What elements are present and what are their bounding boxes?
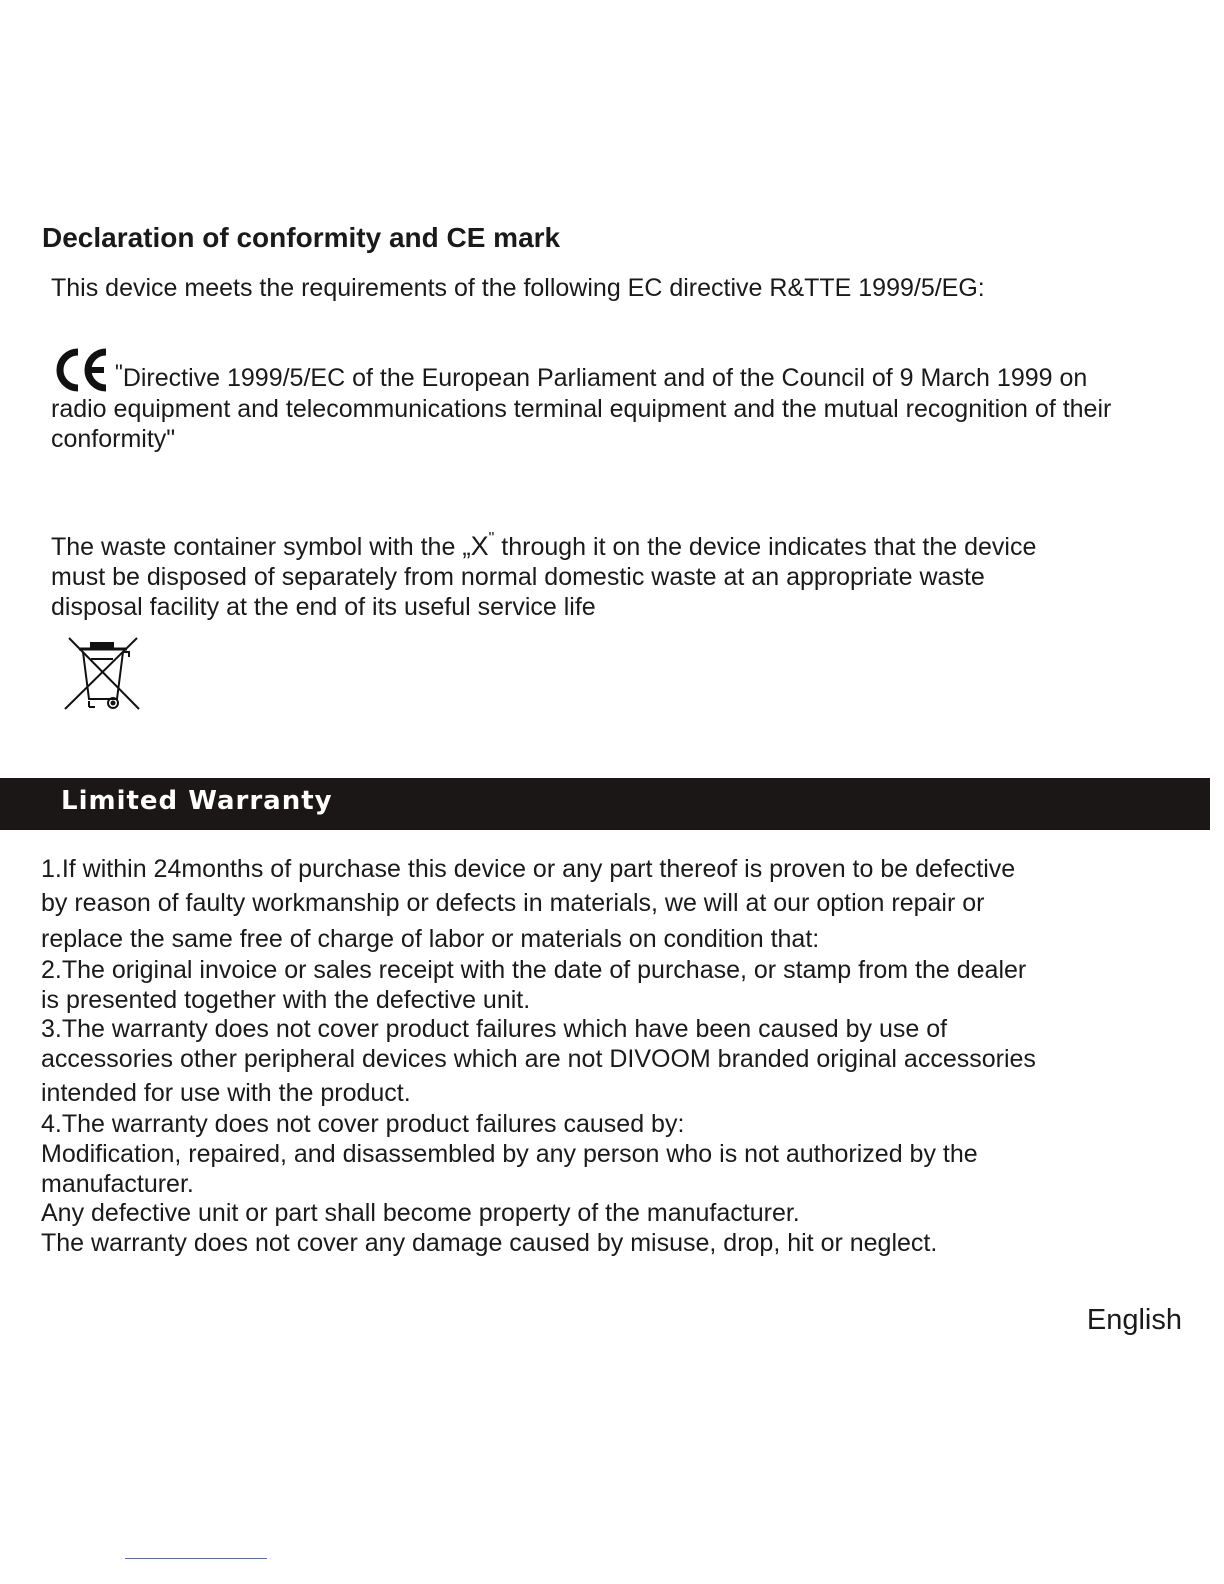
ce-directive-paragraph bbox=[51, 346, 1121, 454]
warranty-section-bar bbox=[0, 778, 1210, 830]
warranty-line: is presented together with the defective unit. bbox=[41, 986, 531, 1014]
waste-line-1-end: through it on the device indicates that the device bbox=[494, 533, 1037, 561]
declaration-heading: Declaration of conformity and CE mark bbox=[42, 222, 561, 253]
waste-paragraph bbox=[51, 524, 1131, 622]
language-label: English bbox=[1086, 1304, 1182, 1336]
waste-quote-open: „ bbox=[462, 533, 471, 561]
warranty-line: The warranty does not cover any damage caused by misuse, drop, hit or neglect. bbox=[41, 1229, 938, 1257]
waste-quote-close: " bbox=[488, 530, 495, 547]
warranty-line: intended for use with the product. bbox=[41, 1079, 411, 1107]
warranty-line: by reason of faulty workmanship or defects in materials, we will at our option repair or bbox=[41, 889, 985, 917]
ce-mark-icon bbox=[51, 346, 113, 394]
declaration-intro: This device meets the requirements of the following EC directive R&TTE 1999/5/EG: bbox=[51, 274, 985, 302]
waste-line-2: must be disposed of separately from normal domestic waste at an appropriate waste bbox=[51, 563, 985, 591]
warranty-line: Modification, repaired, and disassembled by any person who is not authorized by the bbox=[41, 1140, 978, 1168]
footer-divider bbox=[125, 1558, 267, 1559]
ce-directive-text: Directive 1999/5/EC of the European Parliament and of the Council of 9 March 1999 on radio equipment and telecommunications terminal equipment and the mutual recognition of their conformity" bbox=[51, 364, 1112, 453]
waste-line-3: disposal facility at the end of its useful service life bbox=[51, 593, 596, 621]
warranty-line: 3.The warranty does not cover product failures which have been caused by use of bbox=[41, 1015, 948, 1043]
warranty-line: Any defective unit or part shall become property of the manufacturer. bbox=[41, 1199, 800, 1227]
waste-line-1 bbox=[51, 524, 1131, 562]
warranty-line: accessories other peripheral devices which are not DIVOOM branded original accessories bbox=[41, 1045, 1036, 1073]
crossed-out-wheelie-bin-icon bbox=[63, 635, 143, 713]
waste-line-1-start: The waste container symbol with the bbox=[51, 533, 463, 561]
warranty-line: 4.The warranty does not cover product failures caused by: bbox=[41, 1110, 685, 1138]
warranty-line: replace the same free of charge of labor or materials on condition that: bbox=[41, 925, 820, 953]
waste-x-letter: X bbox=[470, 531, 489, 561]
warranty-line: 2.The original invoice or sales receipt with the date of purchase, or stamp from the dealer bbox=[41, 956, 1027, 984]
warranty-title: Limited Warranty bbox=[61, 786, 333, 816]
ce-open-quote: " bbox=[115, 360, 123, 385]
warranty-line: 1.If within 24months of purchase this device or any part thereof is proven to be defective bbox=[41, 855, 1016, 883]
warranty-line: manufacturer. bbox=[41, 1170, 194, 1198]
